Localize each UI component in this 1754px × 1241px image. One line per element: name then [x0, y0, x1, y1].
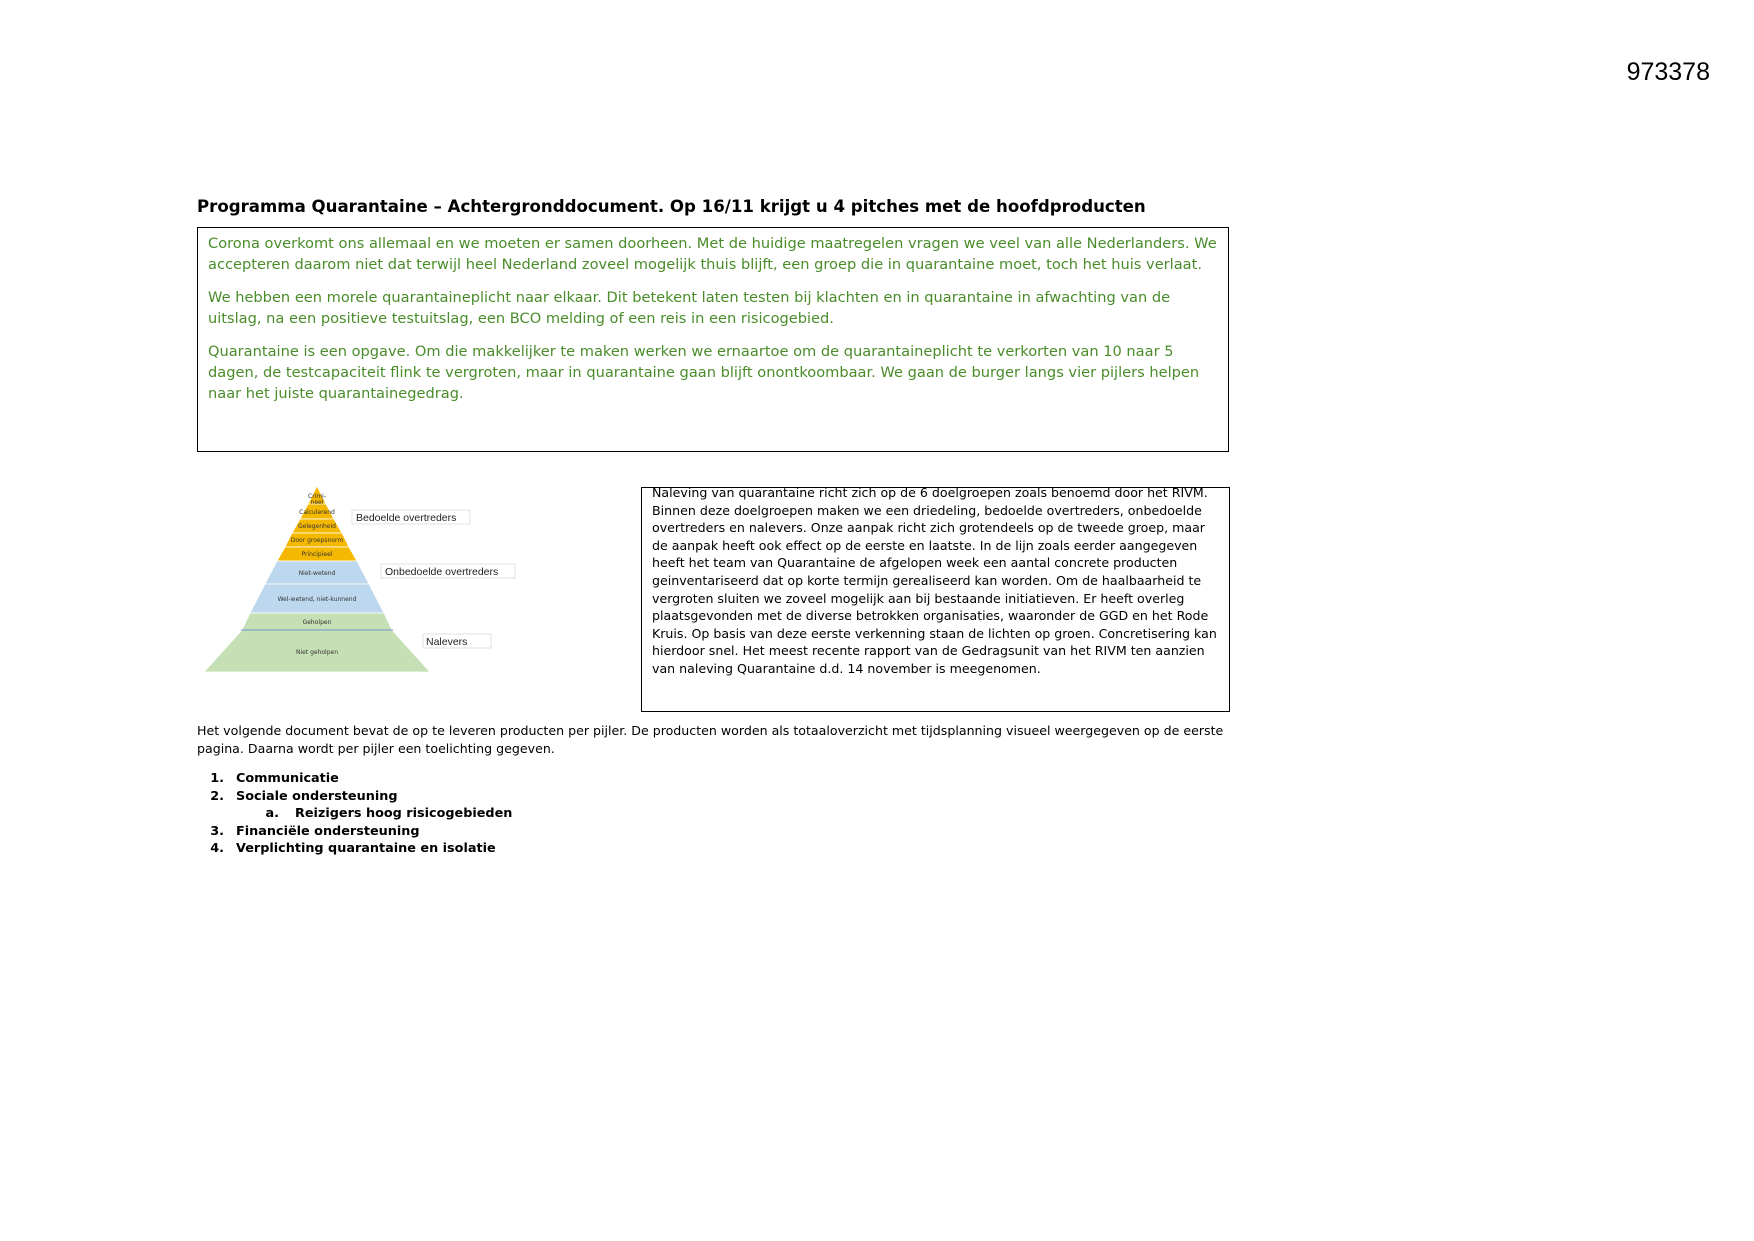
pyramid-label: Principieel — [301, 551, 333, 558]
pyramid-label: Door groepsnorm — [290, 537, 344, 544]
list-number: a. — [265, 806, 279, 822]
list-text: Communicatie — [236, 771, 339, 786]
pyramid-label: Wel-wetend, niet-kunnend — [277, 596, 357, 603]
pyramid-label: neel — [310, 499, 324, 506]
intro-paragraph: Quarantaine is een opgave. Om die makkelijker te maken werken we ernaartoe om de quarantaineplicht te verkorten van 10 naar 5 dagen, de testcapaciteit flink te vergroten, maar in quarantaine gaan blijft onontkoombaar. We gaan de burger langs vier pijlers helpen naar het juiste quarantainegedrag. — [208, 343, 1200, 402]
pyramid-callout-onbedoelde: Onbedoelde overtreders — [385, 566, 499, 578]
list-item — [197, 823, 797, 841]
list-number: 2. — [210, 788, 224, 804]
list-number: 3. — [210, 823, 224, 839]
body-paragraph: Het volgende document bevat de op te leveren producten per pijler. De producten worden als totaaloverzicht met tijdsplanning visueel weergegeven op de eerste pagina. Daarna wordt per pijler een toelichting gegeven. — [197, 723, 1224, 756]
pyramid-label: Crimi- — [308, 493, 326, 500]
pyramid-callout-nalevers: Nalevers — [426, 636, 468, 648]
list-text: Sociale ondersteuning — [236, 788, 398, 804]
pyramid-figure — [197, 484, 537, 680]
pyramid-label: Niet geholpen — [295, 649, 339, 656]
naleving-paragraph: Naleving van quarantaine richt zich op de 6 doelgroepen zoals benoemd door het RIVM. Binnen deze doelgroepen maken we een driedeling, bedoelde overtreders, onbedoelde overtreders en nalevers. Onze aanpak richt zich grotendeels op de tweede groep, maar de aanpak heeft ook effect op de eerste en laatste. In de lijn zoals eerder aangegeven heeft het team van Quarantaine de afgelopen week een aantal concrete producten geinventariseerd dat op korte termijn gerealiseerd kan worden. Om de haalbaarheid te vergroten sluiten we zoveel mogelijk aan bij bestaande initiatieven. Er heeft overleg plaatsgevonden met de diverse betrokken organisaties, waaronder de GGD en het Rode Kruis. Op basis van deze eerste verkenning staan de lichten op groen. Concretisering kan hierdoor snel. Het meest recente rapport van de Gedragsunit van het RIVM ten aanzien van naleving Quarantaine d.d. 14 november is meegenomen. — [652, 487, 1217, 676]
pyramid-label: Gelegenheid — [298, 523, 336, 530]
list-number: 4. — [210, 841, 224, 857]
intro-paragraph: Corona overkomt ons allemaal en we moeten er samen doorheen. Met de huidige maatregelen vragen we veel van alle Nederlanders. We accepteren daarom niet dat terwijl heel Nederland zoveel mogelijk thuis blijft, een groep die in quarantaine moet, toch het huis verlaat. — [208, 235, 1217, 273]
pyramid-label: Calculerend — [299, 509, 335, 516]
list-item — [197, 840, 797, 858]
naleving-textbox — [641, 487, 1230, 712]
list-number: 1. — [210, 771, 224, 786]
pyramid-label: Geholpen — [302, 619, 332, 626]
list-text: Reizigers hoog risicogebieden — [295, 806, 513, 822]
product-list — [197, 770, 797, 858]
list-item — [197, 788, 797, 806]
list-text: Financiële ondersteuning — [236, 823, 420, 839]
document-number: 973378 — [1626, 58, 1710, 86]
list-item — [197, 770, 797, 788]
list-text: Verplichting quarantaine en isolatie — [236, 841, 496, 857]
pyramid-label: Niet-wetend — [298, 570, 336, 577]
pyramid-callout-bedoelde: Bedoelde overtreders — [356, 512, 457, 524]
target-group-pyramid — [197, 484, 537, 680]
intro-paragraph: We hebben een morele quarantaineplicht naar elkaar. Dit betekent laten testen bij klachten en in quarantaine in afwachting van de uitslag, na een positieve testuitslag, een BCO melding of een reis in een risicogebied. — [208, 289, 1171, 327]
list-item — [197, 805, 797, 823]
intro-box — [197, 227, 1229, 452]
document-title: Programma Quarantaine – Achtergronddocument. Op 16/11 krijgt u 4 pitches met de hoofdproducten — [197, 197, 1146, 216]
